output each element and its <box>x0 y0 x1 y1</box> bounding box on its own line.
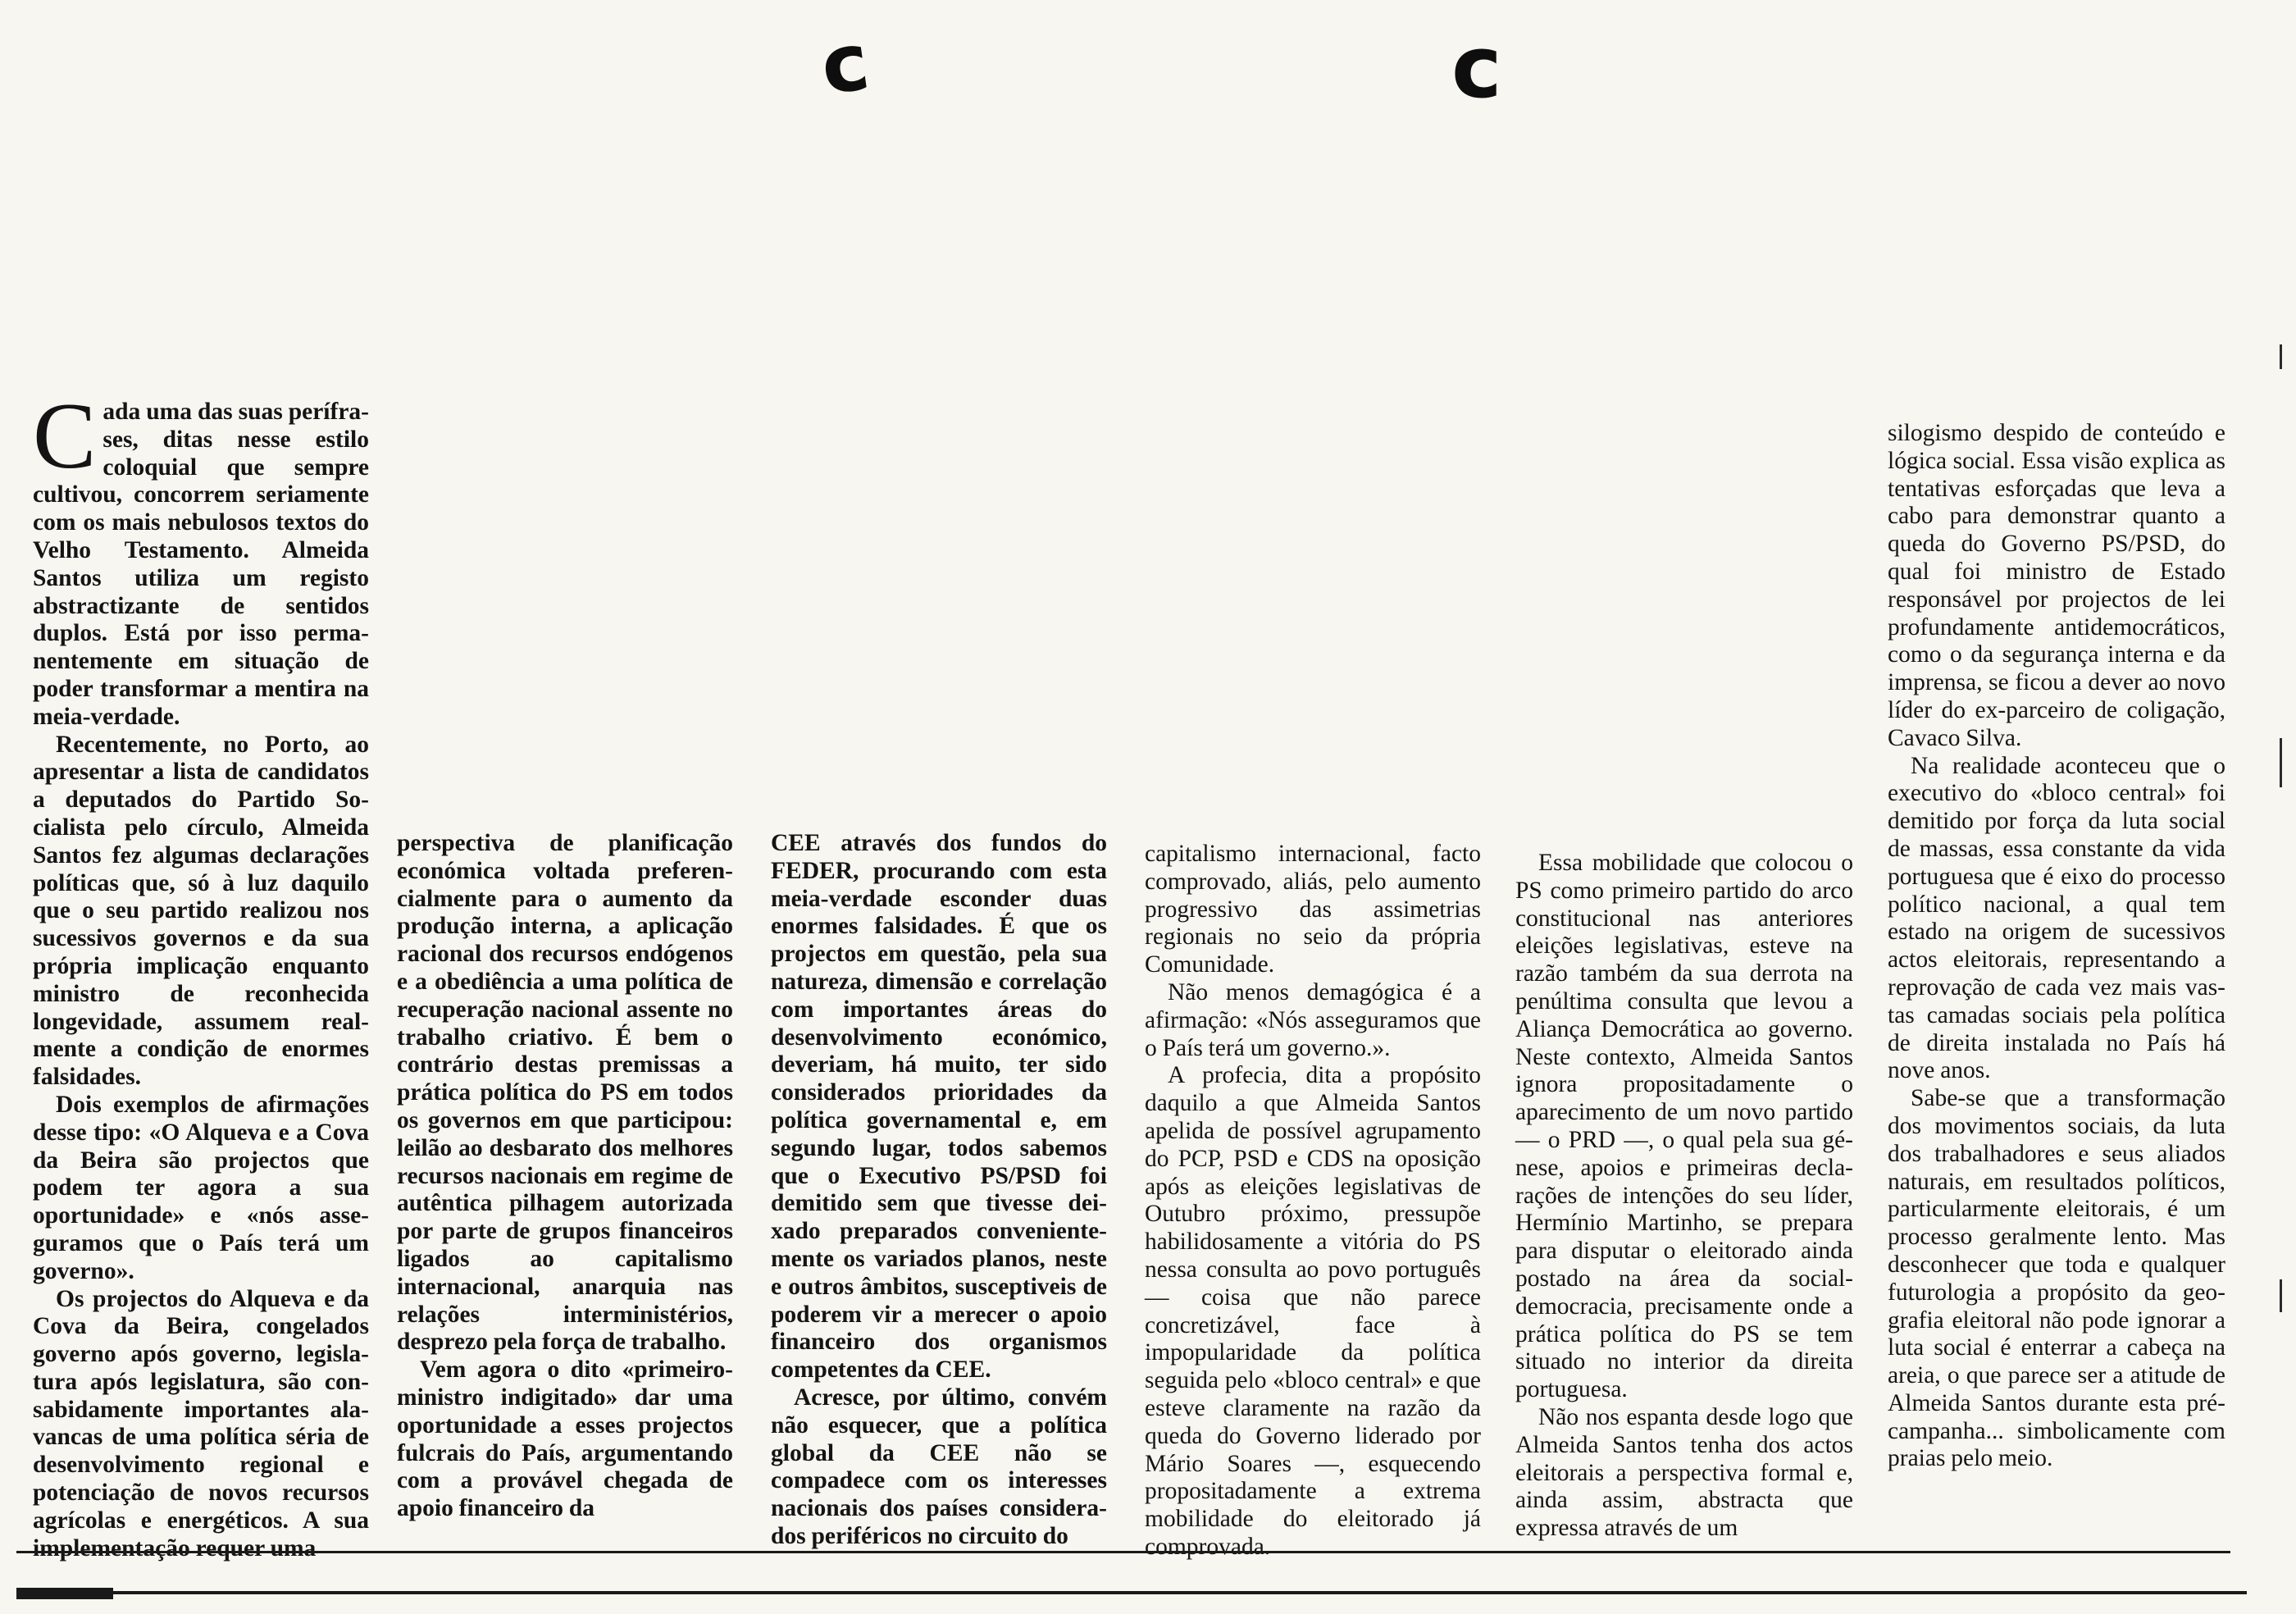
paragraph: Dois exemplos de afirmações desse tipo: «O Alqueva e a Cova da Beira são projectos que podem ter agora a sua oportunidade» e «nós asseguramos que o País terá um governo». <box>33 1091 369 1284</box>
paragraph: silogismo despido de conteúdo e lógica social. Essa visão explica as tentativas esforçadas que leva a cabo para demonstrar quanto a queda do Governo PS/PSD, do qual foi ministro de Estado responsável por projectos de lei profundamente antidemocráticos, como o da segurança interna e da imprensa, se ficou a dever ao novo líder do ex-parceiro de coligação, Cavaco Silva. <box>1888 420 2225 751</box>
article-column-1 <box>33 384 369 1562</box>
scan-edge-mark <box>2280 1279 2282 1312</box>
bottom-rule-lower <box>16 1591 2247 1594</box>
paragraph: perspectiva de planificação económica voltada preferencialmente para o aumento da produção interna, a aplicação racional dos recursos endógenos e a obediência a uma política de recuperação nacional assente no trabalho criativo. É bem o contrário destas premissas a prática política do PS em todos os governos em que participou: leilão ao desbarato dos melhores recursos nacionais em regime de autêntica pilhagem autorizada por parte de grupos financeiros ligados ao capitalismo internacional, anarquia nas relações interministérios, desprezo pela força de trabalho. <box>397 830 733 1356</box>
paragraph: Essa mobilidade que colocou o PS como primeiro partido do arco constitucional nas anteriores eleições legislativas, esteve na razão também da sua derrota na penúltima consulta que levou a Aliança Democrática ao governo. Neste contexto, Almeida Santos ignora propositadamente o aparecimento de um novo partido — o PRD —, o qual pela sua génese, apoios e primeiras declarações de intenções do seu líder, Hermínio Martinho, se prepara para disputar o eleitorado ainda postado na área da social-democracia, precisamente onde a prática política do PS se tem situado no interior da direita portuguesa. <box>1515 850 1853 1403</box>
paragraph: Os projectos do Alqueva e da Cova da Beira, congelados governo após governo, legislatura após legislatura, são consabidamente importantes alavancas de uma política séria de desenvolvimento regional e potenciação de novos recursos agrícolas e energéticos. A sua implementação requer uma <box>33 1285 369 1562</box>
paragraph: Não menos demagógica é a afirmação: «Nós asseguramos que o País terá um governo.». <box>1145 978 1481 1061</box>
article-column-6 <box>1888 420 2225 1473</box>
drop-cap: C <box>33 384 97 489</box>
article-column-4 <box>1145 841 1481 1562</box>
article-column-3 <box>771 830 1107 1551</box>
paragraph: Recentemente, no Porto, ao apresentar a lista de candidatos a deputados do Partido Socialista pelo círculo, Almeida Santos fez algumas declarações políticas que, só à luz daquilo que o seu partido realizou nos sucessivos governos e da sua própria implicação enquanto ministro de reconhecida longevidade, assumem realmente a condição de enormes falsidades. <box>33 731 369 1091</box>
paragraph: Acresce, por último, convém não esquecer, que a política global da CEE não se compadece com os interesses nacionais dos países considerados periféricos no circuito do <box>771 1384 1107 1549</box>
paragraph: CEE através dos fundos do FEDER, procurando com esta meia-verdade esconder duas enormes falsidades. É que os projectos em questão, pela sua natureza, dimensão e correlação com importantes áreas do desenvolvimento económico, deveriam, há muito, ter sido considerados prioridades da política governamental e, em segundo lugar, todos sabemos que o Executivo PS/PSD foi demitido sem que tivesse deixado preparados convenientemente os variados planos, neste e outros âmbitos, susceptiveis de poderem vir a merecer o apoio financeiro dos organismos competentes da CEE. <box>771 830 1107 1384</box>
bottom-rule <box>16 1551 2230 1553</box>
paragraph: Sabe-se que a transformação dos movimentos sociais, da luta dos trabalhadores e seus aliados naturais, em resultados políticos, particularmente eleitorais, é um processo geralmente lento. Mas desconhecer que toda e qualquer futurologia a propósito da geografia eleitoral não pode ignorar a luta social é enterrar a cabeça na areia, o que parece ser a atitude de Almeida Santos durante esta pré-campanha... simbolicamente com praias pelo meio. <box>1888 1085 2225 1472</box>
paragraph: Não nos espanta desde logo que Almeida Santos tenha dos actos eleitorais a perspectiva formal e, ainda assim, abstracta que expressa através de um <box>1515 1403 1853 1542</box>
paragraph-text: ada uma das suas perífrases, ditas nesse estilo coloquial que sempre cultivou, concorrem seriamente com os mais nebulosos textos do Velho Testamento. Almeida Santos utiliza um registo abstractizante de sentidos duplos. Está por isso permanentemente em situação de poder transformar a mentira na meia-verdade. <box>33 399 369 730</box>
punch-hole-mark-left: c <box>815 15 875 113</box>
scan-edge-mark <box>2280 738 2282 787</box>
article-column-5 <box>1515 850 1853 1543</box>
paragraph: Na realidade aconteceu que o executivo do «bloco central» foi demitido por força da luta social de massas, essa constante da vida portuguesa que é eixo do processo político nacional, a qual tem estado na origem de sucessivos actos eleitorais, representando a reprovação de cada vez mais vastas camadas sociais pela política de direita instalada no País há nove anos. <box>1888 752 2225 1084</box>
punch-hole-mark-right: c <box>1451 17 1502 117</box>
scan-edge-mark <box>2280 344 2282 369</box>
paragraph: capitalismo internacional, facto comprovado, aliás, pelo aumento progressivo das assimetrias regionais no seio da própria Comunidade. <box>1145 841 1481 978</box>
paragraph: Vem agora o dito «primeiro-ministro indigitado» dar uma oportunidade a esses projectos fulcrais do País, argumentando com a provável chegada de apoio financeiro da <box>397 1356 733 1522</box>
paragraph: A profecia, dita a propósito daquilo a que Almeida Santos apelida de possível agrupamento do PCP, PSD e CDS na oposição após as eleições legislativas de Outubro próximo, pressupõe habilidosamente a vitória do PS nessa consulta ao povo português — coisa que não parece concretizável, face à impopularidade da política seguida pelo «bloco central» e que esteve claramente na razão da queda do Governo liderado por Mário Soares —, esquecendo propositadamente a extrema mobilidade do eleitorado já comprovada. <box>1145 1062 1481 1560</box>
paragraph-intro <box>33 384 369 732</box>
article-column-2 <box>397 830 733 1523</box>
